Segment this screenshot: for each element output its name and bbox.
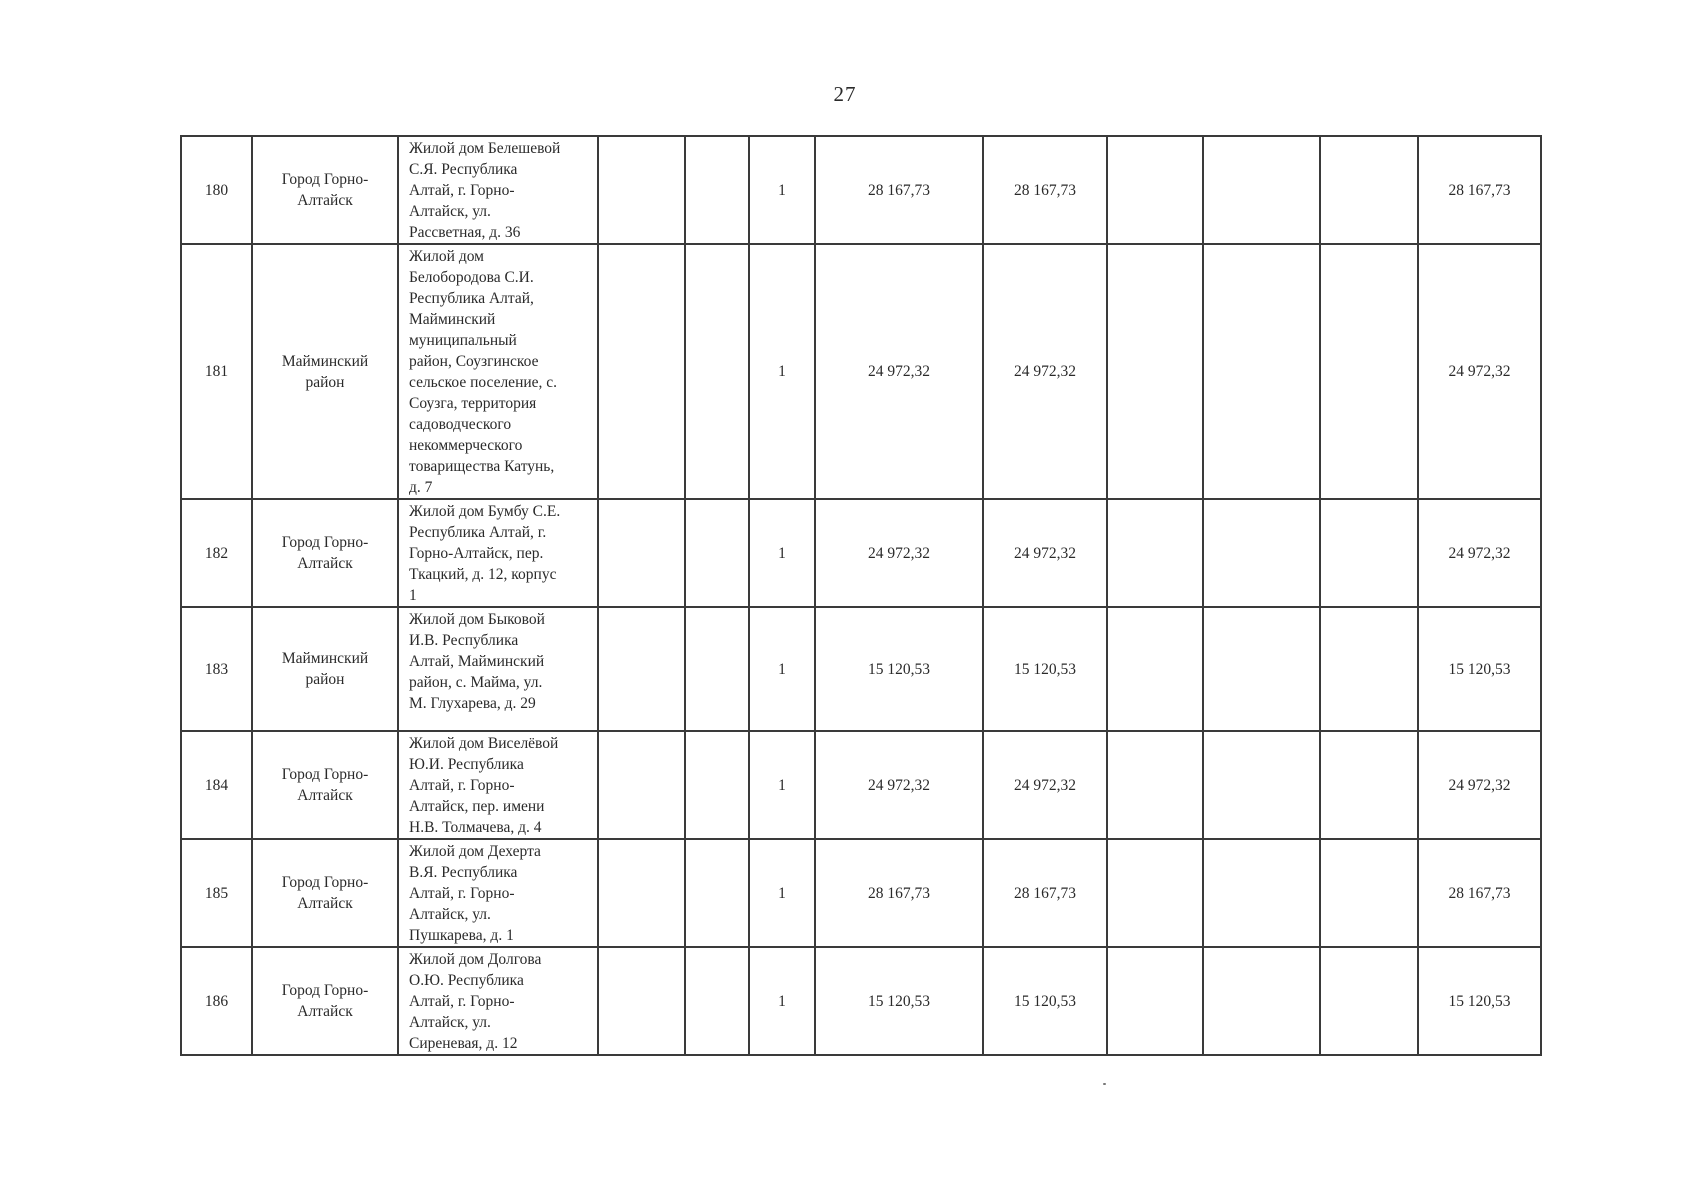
total-amount-cell: 28 167,73 [1418, 136, 1541, 244]
amount-cell: 24 972,32 [815, 731, 983, 839]
empty-cell [598, 947, 685, 1055]
empty-cell [685, 607, 749, 731]
amount-cell: 15 120,53 [815, 607, 983, 731]
scan-speck [1103, 1083, 1106, 1085]
amount-cell: 28 167,73 [983, 136, 1107, 244]
empty-cell [1320, 947, 1418, 1055]
table-row [181, 244, 1541, 499]
total-amount-cell: 24 972,32 [1418, 244, 1541, 499]
address-cell: Жилой дом Бумбу С.Е. Республика Алтай, г. Горно-Алтайск, пер. Ткацкий, д. 12, корпус 1 [398, 499, 598, 607]
empty-cell [1107, 731, 1203, 839]
empty-cell [1320, 136, 1418, 244]
empty-cell [1203, 244, 1320, 499]
row-number-cell: 185 [181, 839, 252, 947]
quantity-cell: 1 [749, 947, 815, 1055]
quantity-cell: 1 [749, 499, 815, 607]
empty-cell [1320, 499, 1418, 607]
amount-cell: 24 972,32 [815, 499, 983, 607]
empty-cell [1107, 947, 1203, 1055]
address-cell: Жилой дом Быковой И.В. Республика Алтай, Майминский район, с. Майма, ул. М. Глухарева, д. 29 [398, 607, 598, 731]
table-row [181, 136, 1541, 244]
empty-cell [1107, 244, 1203, 499]
empty-cell [598, 839, 685, 947]
empty-cell [1203, 499, 1320, 607]
row-number-cell: 183 [181, 607, 252, 731]
empty-cell [1320, 731, 1418, 839]
municipality-cell: Город Горно- Алтайск [252, 731, 398, 839]
empty-cell [1203, 947, 1320, 1055]
total-amount-cell: 15 120,53 [1418, 947, 1541, 1055]
empty-cell [1320, 839, 1418, 947]
row-number-cell: 186 [181, 947, 252, 1055]
table-row [181, 731, 1541, 839]
row-number-cell: 182 [181, 499, 252, 607]
quantity-cell: 1 [749, 839, 815, 947]
table-row [181, 607, 1541, 731]
empty-cell [685, 244, 749, 499]
empty-cell [598, 499, 685, 607]
amount-cell: 28 167,73 [983, 839, 1107, 947]
empty-cell [1203, 839, 1320, 947]
amount-cell: 28 167,73 [815, 839, 983, 947]
row-number-cell: 180 [181, 136, 252, 244]
empty-cell [598, 607, 685, 731]
quantity-cell: 1 [749, 731, 815, 839]
address-cell: Жилой дом Белобородова С.И. Республика Алтай, Майминский муниципальный район, Соузгинское сельское поселение, с. Соузга, территория садоводческого некоммерческого товарищества Катунь, д. 7 [398, 244, 598, 499]
municipality-cell: Город Горно- Алтайск [252, 136, 398, 244]
quantity-cell: 1 [749, 244, 815, 499]
table-row [181, 499, 1541, 607]
municipality-cell: Город Горно- Алтайск [252, 839, 398, 947]
amount-cell: 24 972,32 [815, 244, 983, 499]
total-amount-cell: 28 167,73 [1418, 839, 1541, 947]
amount-cell: 15 120,53 [983, 947, 1107, 1055]
address-cell: Жилой дом Дехерта В.Я. Республика Алтай, г. Горно- Алтайск, ул. Пушкарева, д. 1 [398, 839, 598, 947]
total-amount-cell: 24 972,32 [1418, 499, 1541, 607]
row-number-cell: 184 [181, 731, 252, 839]
empty-cell [598, 244, 685, 499]
page-number: 27 [833, 82, 857, 106]
empty-cell [1320, 244, 1418, 499]
empty-cell [685, 136, 749, 244]
table-row [181, 839, 1541, 947]
municipality-cell: Майминский район [252, 244, 398, 499]
empty-cell [1320, 607, 1418, 731]
empty-cell [1107, 499, 1203, 607]
municipality-cell: Город Горно- Алтайск [252, 947, 398, 1055]
empty-cell [685, 499, 749, 607]
empty-cell [1107, 607, 1203, 731]
amount-cell: 15 120,53 [815, 947, 983, 1055]
total-amount-cell: 15 120,53 [1418, 607, 1541, 731]
total-amount-cell: 24 972,32 [1418, 731, 1541, 839]
row-number-cell: 181 [181, 244, 252, 499]
quantity-cell: 1 [749, 607, 815, 731]
municipality-cell: Город Горно- Алтайск [252, 499, 398, 607]
address-cell: Жилой дом Виселёвой Ю.И. Республика Алтай, г. Горно- Алтайск, пер. имени Н.В. Толмачева, д. 4 [398, 731, 598, 839]
address-cell: Жилой дом Белешевой С.Я. Республика Алтай, г. Горно- Алтайск, ул. Рассветная, д. 36 [398, 136, 598, 244]
empty-cell [1107, 136, 1203, 244]
empty-cell [685, 839, 749, 947]
table-row [181, 947, 1541, 1055]
address-cell: Жилой дом Долгова О.Ю. Республика Алтай, г. Горно- Алтайск, ул. Сиреневая, д. 12 [398, 947, 598, 1055]
amount-cell: 24 972,32 [983, 244, 1107, 499]
empty-cell [1203, 731, 1320, 839]
municipality-cell: Майминский район [252, 607, 398, 731]
empty-cell [1203, 607, 1320, 731]
empty-cell [685, 731, 749, 839]
empty-cell [598, 136, 685, 244]
empty-cell [685, 947, 749, 1055]
housing-registry-table [180, 135, 1542, 1056]
empty-cell [598, 731, 685, 839]
quantity-cell: 1 [749, 136, 815, 244]
amount-cell: 24 972,32 [983, 731, 1107, 839]
amount-cell: 15 120,53 [983, 607, 1107, 731]
empty-cell [1203, 136, 1320, 244]
empty-cell [1107, 839, 1203, 947]
amount-cell: 28 167,73 [815, 136, 983, 244]
amount-cell: 24 972,32 [983, 499, 1107, 607]
